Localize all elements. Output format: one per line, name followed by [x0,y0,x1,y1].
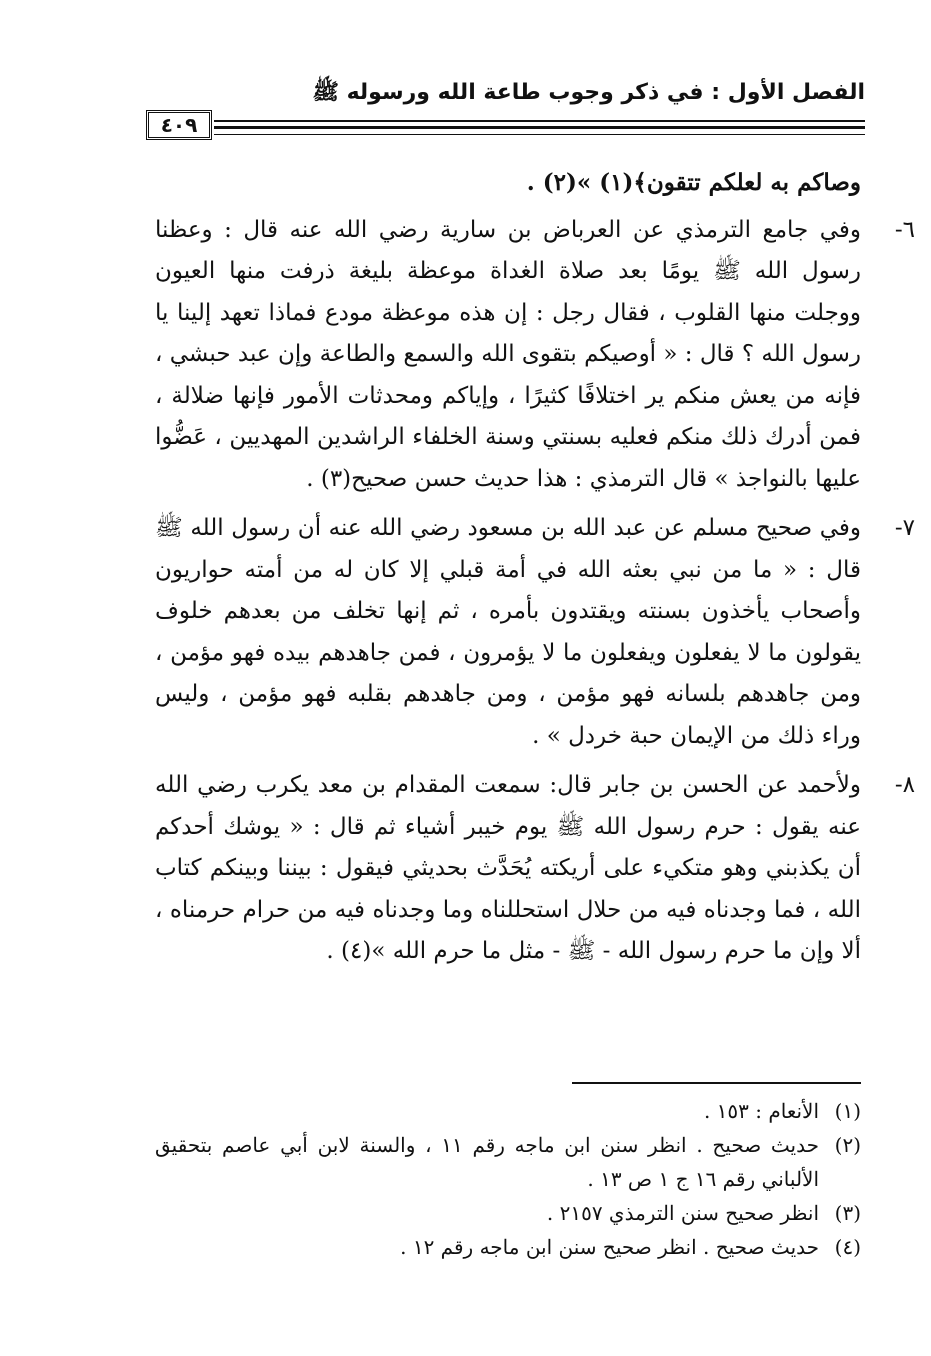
footnote-text: الأنعام : ١٥٣ . [703,1099,819,1123]
footnote-divider [572,1082,861,1084]
footnote-text: انظر صحيح سنن الترمذي ٢١٥٧ . [546,1201,819,1225]
footnote-4 [155,1230,861,1264]
footnote-text: حديث صحيح . انظر صحيح سنن ابن ماجه رقم ١٢ . [400,1235,819,1259]
main-text [155,162,915,973]
footnote-text: حديث صحيح . انظر سنن ابن ماجه رقم ١١ ، والسنة لابن أبي عاصم بتحقيق الألباني رقم ١٦ ج ١ ص ١٣ . [155,1133,819,1191]
footnote-2 [155,1128,861,1196]
footnote-number: (٤) [834,1235,861,1259]
page-number: ٤٠٩ [146,110,212,140]
item-number: ٦- [894,216,915,243]
footnote-number: (١) [834,1099,861,1123]
lead-line: وصاكم به لعلكم تتقون﴾(١) »(٢) . [526,169,861,196]
footnote-number: (٢) [834,1133,861,1157]
header-rule [214,120,865,122]
item-text: ولأحمد عن الحسن بن جابر قال: سمعت المقدام بن معد يكرب رضي الله عنه يقول : حرم رسول الله ﷺ يوم خيبر أشياء ثم قال : « يوشك أحدكم أن يكذبني وهو متكيء على أريكته يُحَدَّث بحديثي فيقول : بيننا وبينكم كتاب الله ، فما وجدناه فيه من حلال استحللناه وما وجدناه فيه من حرام حرمناه ، ألا وإن ما حرم رسول الله - ﷺ - مثل ما حرم الله »(٤) . [155,772,861,964]
footnotes [155,1094,861,1264]
footnote-1 [155,1094,861,1128]
item-text: وفي صحيح مسلم عن عبد الله بن مسعود رضي الله عنه أن رسول الله ﷺ قال : « ما من نبي بعثه الله في أمة قبلي إلا كان له من أمته حواريون وأصحاب يأخذون بسنته ويقتدون بأمره ، ثم إنها تخلف من بعدهم خلوف يقولون ما لا يفعلون ويفعلون ما لا يؤمرون ، فمن جاهدهم بيده فهو مؤمن ، ومن جاهدهم بلسانه فهو مؤمن ، ومن جاهدهم بقلبه فهو مؤمن ، وليس وراء ذلك من الإيمان حبة خردل » . [155,515,861,749]
item-number: ٨- [894,772,915,798]
item-text: وفي جامع الترمذي عن العرباض بن سارية رضي الله عنه قال : وعظنا رسول الله ﷺ يومًا بعد صلاة الغداة موعظة بليغة ذرفت منها العيون ووجلت منها القلوب ، فقال رجل : إن هذه موعظة مودع فماذا تعهد إلينا يا رسول الله ؟ قال : « أوصيكم بتقوى الله والسمع والطاعة وإن عبد حبشي ، فإنه من يعش منكم ير اختلافًا كثيرًا ، وإياكم ومحدثات الأمور فإنها ضلالة ، فمن أدرك ذلك منكم فعليه بسنتي وسنة الخلفاء الراشدين المهديين ، عَضُّوا عليها بالنواجذ » قال الترمذي : هذا حديث حسن صحيح(٣) . [155,216,861,492]
hadith-item-6 [155,210,915,501]
item-number: ٧- [894,515,915,541]
header-rule [214,126,865,129]
header-rule [214,134,865,135]
hadith-item-8 [155,765,915,973]
footnote-number: (٣) [834,1201,861,1225]
hadith-item-7 [155,508,915,757]
footnote-3 [155,1196,861,1230]
chapter-title: الفصل الأول : في ذكر وجوب طاعة الله ورسوله ﷺ [312,80,865,105]
header-rule-group [146,108,865,142]
